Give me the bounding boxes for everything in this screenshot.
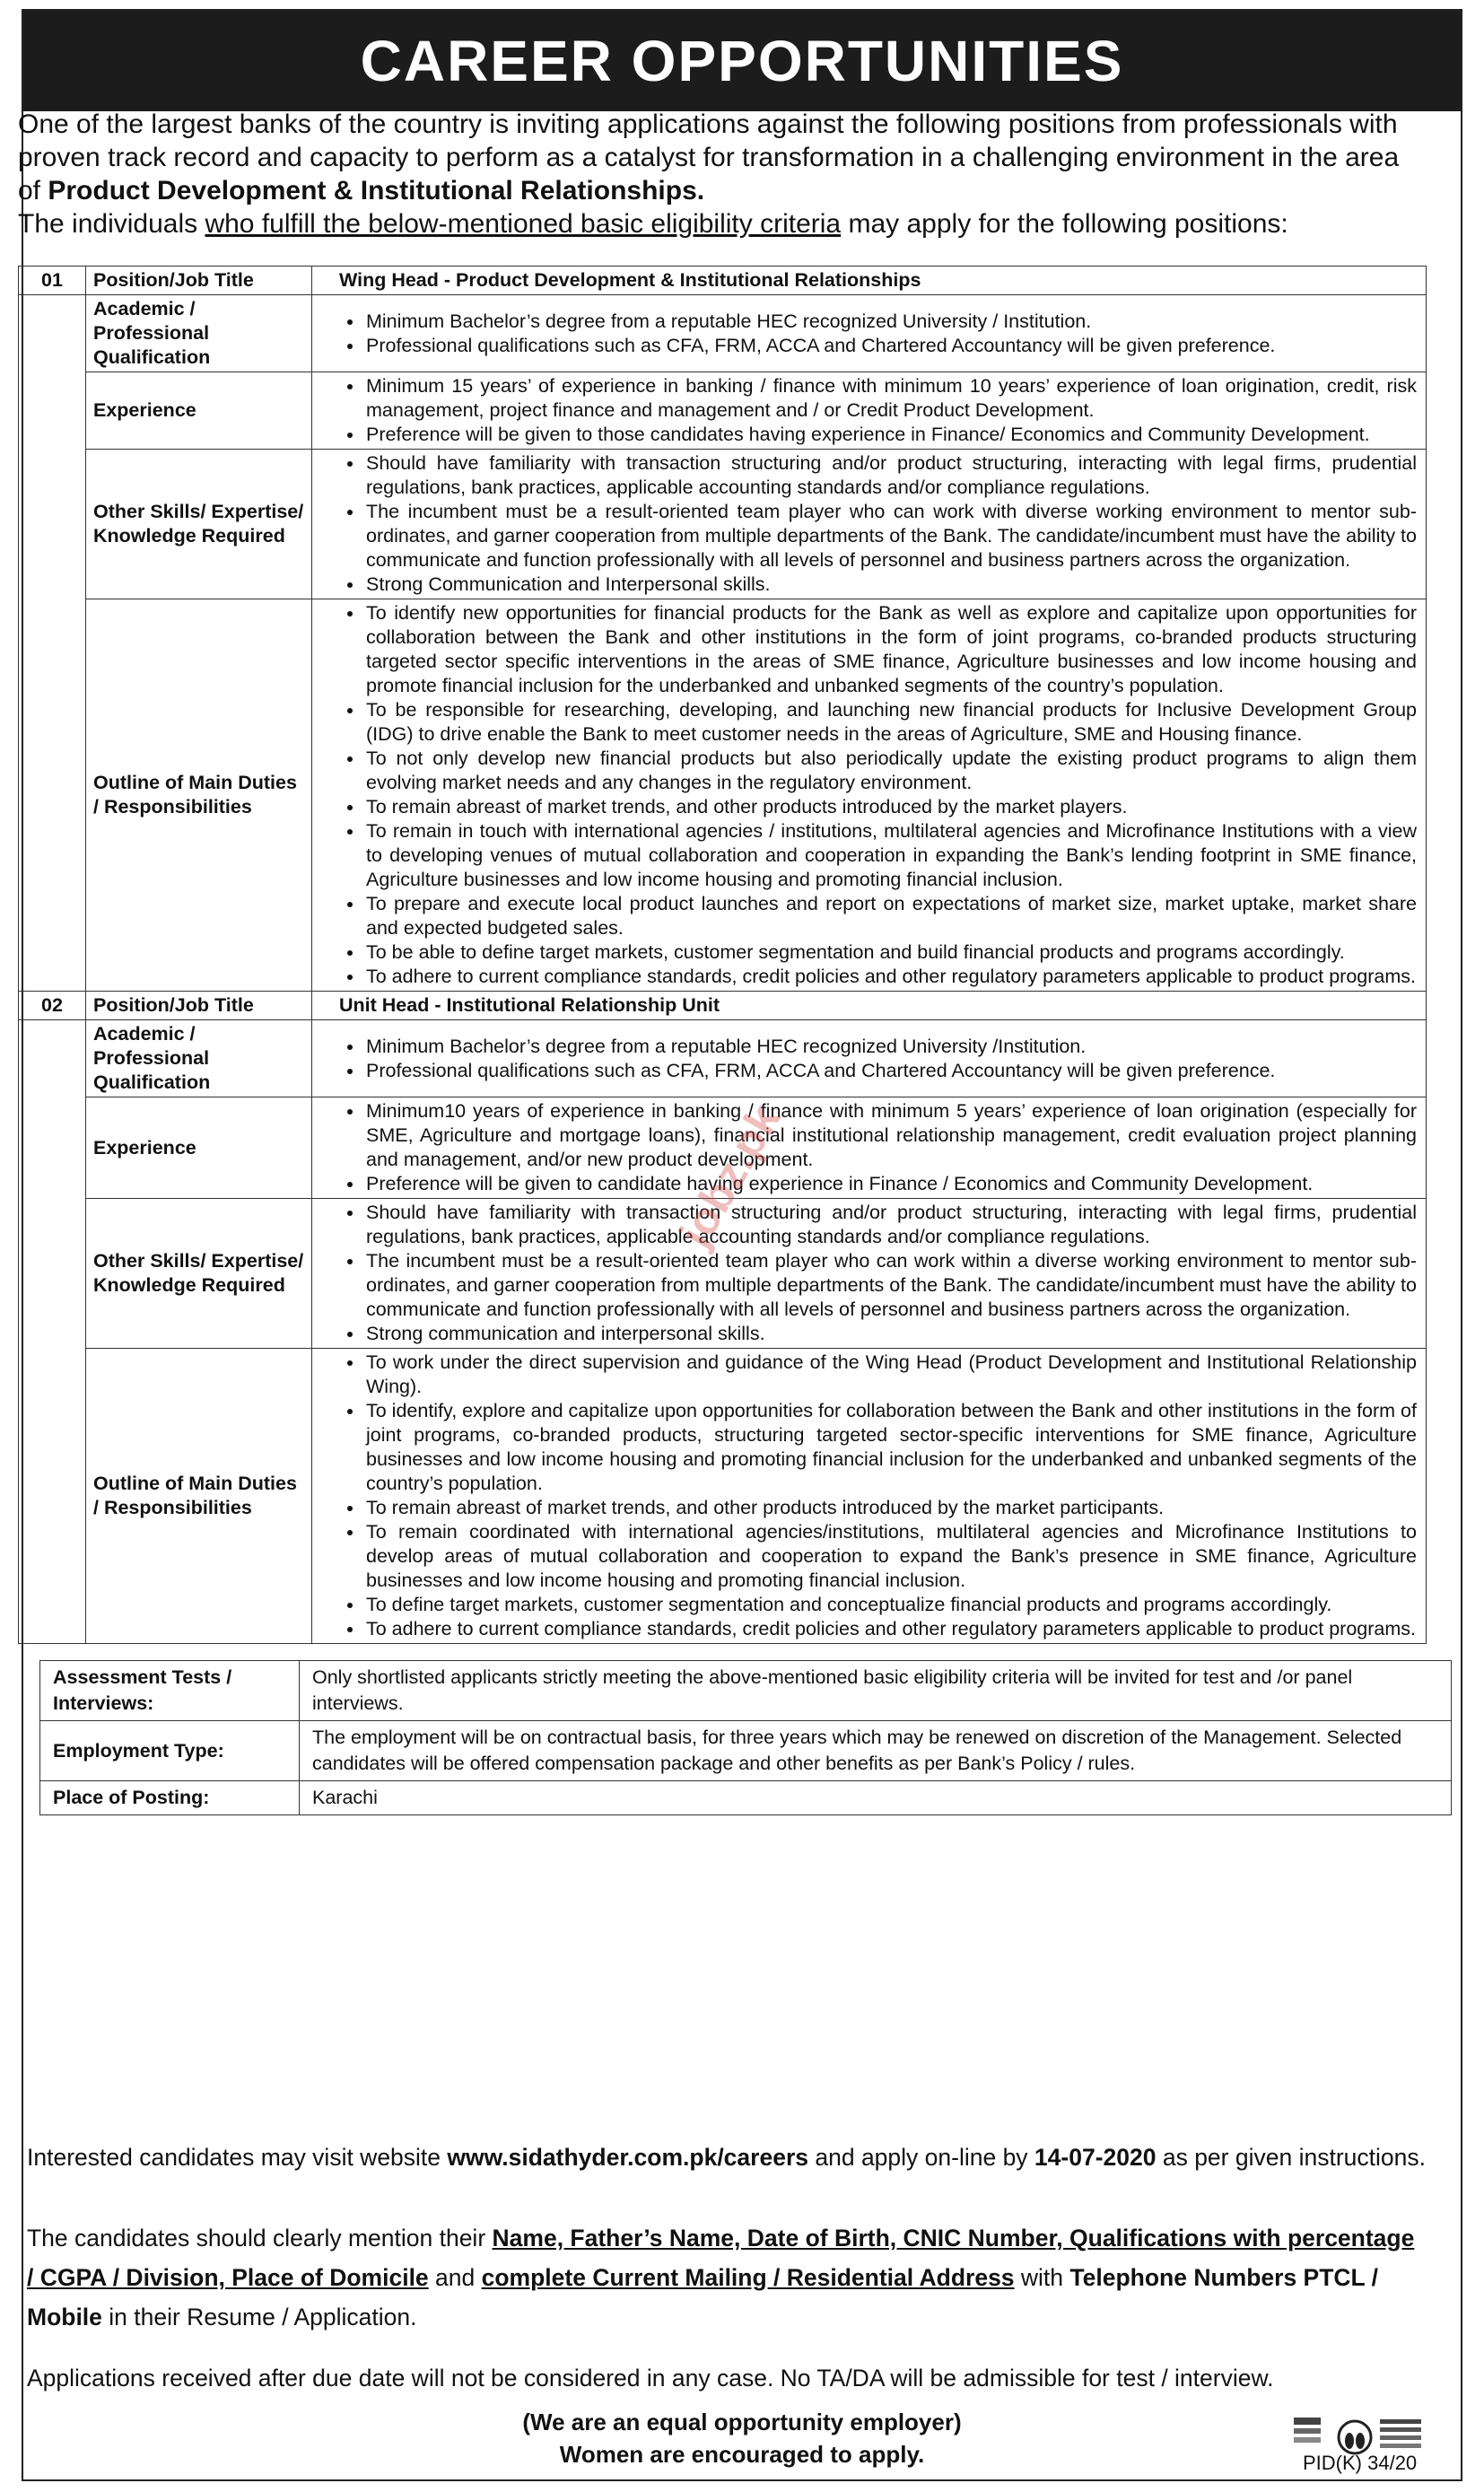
list-item: • To be responsible for researching, developing, and launching new financial products for Inclusive Development Group (IDG) to drive enable the Bank to meet customer needs in the areas of Agriculture, SME and Housing finance. [364, 698, 1417, 747]
position-section-row [19, 1020, 1427, 1097]
positions-table [18, 266, 1427, 1644]
intro-paragraph-1 [18, 108, 1427, 207]
position-section-row [19, 450, 1427, 599]
bullet-list [339, 374, 1417, 447]
terms-value: Only shortlisted applicants strictly meeting the above-mentioned basic eligibility criteria will be invited for test and /or panel interviews. [300, 1661, 1452, 1721]
section-content [312, 295, 1427, 372]
footer-text: as per given instructions. [1156, 2144, 1426, 2171]
terms-value: Karachi [300, 1781, 1452, 1815]
list-item: • To define target markets, customer segmentation and conceptualize financial products and programs accordingly. [364, 1593, 1417, 1617]
bullet-list [339, 1201, 1417, 1346]
section-content [312, 599, 1427, 992]
section-content [312, 372, 1427, 450]
number-spacer [19, 1020, 86, 1644]
section-content [312, 450, 1427, 599]
list-item: • Preference will be given to those candidates having experience in Finance/ Economics and Community Development. [364, 423, 1417, 447]
position-section-row [19, 1349, 1427, 1644]
required-details: Name, Father’s Name, Date of Birth, CNIC Number, Qualifications with percentage / CGPA / Division, Place of Domicile [27, 2225, 1415, 2291]
footer-text: and [428, 2264, 482, 2291]
list-item: • The incumbent must be a result-oriented team player who can work with diverse working environment to mentor sub-ordinates, and garner cooperation from multiple departments of the Bank. The candidate/incumbent must have the ability to communicate and function professionally with all levels of personnel and business partners across the organization. [364, 500, 1417, 573]
deadline-date: 14-07-2020 [1034, 2144, 1157, 2171]
section-label: Academic / Professional Qualification [86, 295, 312, 372]
intro-paragraph-2 [18, 207, 1427, 240]
section-label: Outline of Main Duties / Responsibilities [86, 1349, 312, 1644]
list-item: • To prepare and execute local product launches and report on expectations of market size, market uptake, market share and expected budgeted sales. [364, 892, 1417, 940]
terms-row [40, 1661, 1452, 1721]
page-title: CAREER OPPORTUNITIES [23, 11, 1461, 111]
apply-instructions [27, 2138, 1427, 2177]
position-section-row [19, 295, 1427, 372]
section-label: Experience [86, 372, 312, 450]
position-header-row [19, 992, 1427, 1020]
position-section-row [19, 1199, 1427, 1349]
bullet-list [339, 601, 1417, 989]
section-content [312, 1020, 1427, 1097]
position-title-label: Position/Job Title [86, 992, 312, 1020]
pid-number: PID(K) 34/20 [1303, 2452, 1418, 2474]
list-item: • Strong communication and interpersonal skills. [364, 1322, 1417, 1346]
footer-text: and apply on-line by [808, 2144, 1034, 2171]
footer-text: with [1014, 2264, 1070, 2291]
footer-text: in their Resume / Application. [101, 2304, 417, 2330]
position-section-row [19, 1097, 1427, 1199]
terms-label: Employment Type: [40, 1721, 300, 1781]
bullet-list [339, 310, 1417, 358]
intro-text [18, 108, 1427, 240]
position-number: 01 [19, 267, 86, 295]
list-item: • To identify new opportunities for financial products for the Bank as well as explore and capitalize upon opportunities for collaboration between the Bank and other institutions in the form of joint programs, co-branded products structuring targeted sector specific interventions in the areas of SME finance, Agriculture businesses and low income housing and promote financial inclusion for the underbanked and unbanked segments of the country’s population. [364, 601, 1417, 698]
list-item: • To remain abreast of market trends, and other products introduced by the market players. [364, 795, 1417, 819]
required-phone: Telephone Numbers PTCL / Mobile [27, 2264, 1378, 2330]
list-item: • To remain abreast of market trends, and other products introduced by the market participants. [364, 1496, 1417, 1520]
list-item: • Minimum 15 years’ of experience in banking / finance with minimum 10 years’ experience of loan origination, credit, risk management, project finance and management and / or Credit Product Development. [364, 374, 1417, 423]
mention-details [27, 2218, 1427, 2337]
position-title: Unit Head - Institutional Relationship Unit [312, 992, 1427, 1020]
position-header-row [19, 267, 1427, 295]
terms-label: Place of Posting: [40, 1781, 300, 1815]
list-item: • Should have familiarity with transaction structuring and/or product structuring, interacting with legal firms, prudential regulations, bank practices, applicable accounting standards and/or compliance regulations. [364, 1201, 1417, 1249]
list-item: • Minimum10 years of experience in banking / finance with minimum 5 years’ experience of loan origination (especially for SME, Agriculture and mortgage loans), financial institutional relationship management, credit evaluation project planning and management, and/or new product development. [364, 1099, 1417, 1172]
number-spacer [19, 295, 86, 992]
list-item: • To adhere to current compliance standards, credit policies and other regulatory parameters applicable to product programs. [364, 1617, 1417, 1641]
list-item: • To be able to define target markets, customer segmentation and build financial products and programs accordingly. [364, 940, 1417, 965]
list-item: • Professional qualifications such as CFA, FRM, ACCA and Chartered Accountancy will be given preference. [364, 1059, 1417, 1083]
intro-bold-area: Product Development & Institutional Relationships. [48, 176, 705, 205]
list-item: • To remain in touch with international agencies / institutions, multilateral agencies and Microfinance Institutions with a view to developing venues of mutual collaboration and cooperation in expanding the Bank’s lending footprint in SME finance, Agriculture businesses and low income housing and promoting financial inclusion. [364, 819, 1417, 892]
equal-opportunity-note: (We are an equal opportunity employer) [522, 2409, 962, 2435]
list-item: • To identify, explore and capitalize upon opportunities for collaboration between the Bank and other institutions in the form of joint programs, co-branded products, structuring targeted sector-specific interventions for SME finance, Agriculture businesses and low income housing and promoting financial inclusion for the underbanked and unbanked segments of the country’s population. [364, 1399, 1417, 1496]
terms-label: Assessment Tests / Interviews: [40, 1661, 300, 1721]
watermark: jobz.pk [668, 1096, 790, 1255]
list-item: • To remain coordinated with international agencies/institutions, multilateral agencies and Microfinance Institutions to develop areas of mutual collaboration and cooperation to expand the Bank’s presence in SME finance, Agriculture businesses and low income housing and promoting financial inclusion. [364, 1520, 1417, 1593]
intro-text-part: The individuals [18, 209, 205, 239]
terms-value: The employment will be on contractual basis, for three years which may be renewed on discretion of the Management. Selected candidates will be offered compensation package and other benefits as per Bank’s Policy / rules. [300, 1721, 1452, 1781]
footer-text: The candidates should clearly mention their [27, 2225, 493, 2252]
list-item: • Strong Communication and Interpersonal skills. [364, 573, 1417, 597]
position-number: 02 [19, 992, 86, 1020]
terms-table [39, 1660, 1452, 1815]
list-item: • To work under the direct supervision and guidance of the Wing Head (Product Development and Institutional Relationship Wing). [364, 1351, 1417, 1399]
position-title-label: Position/Job Title [86, 267, 312, 295]
terms-row [40, 1721, 1452, 1781]
intro-text-part: may apply for the following positions: [841, 209, 1288, 239]
position-title: Wing Head - Product Development & Institutional Relationships [312, 267, 1427, 295]
list-item: • Professional qualifications such as CFA, FRM, ACCA and Chartered Accountancy will be given preference. [364, 334, 1417, 358]
bullet-list [339, 1035, 1417, 1083]
section-label: Academic / Professional Qualification [86, 1020, 312, 1097]
position-section-row [19, 599, 1427, 992]
footer-text: Interested candidates may visit website [27, 2144, 448, 2171]
eligibility-underlined: who fulfill the below-mentioned basic eligibility criteria [205, 209, 842, 239]
section-content [312, 1199, 1427, 1349]
list-item: • Minimum Bachelor’s degree from a reputable HEC recognized University /Institution. [364, 1035, 1417, 1059]
women-encouraged-note: Women are encouraged to apply. [559, 2441, 925, 2468]
section-label: Outline of Main Duties / Responsibilities [86, 599, 312, 992]
careers-website-link[interactable]: www.sidathyder.com.pk/careers [447, 2144, 808, 2171]
list-item: • The incumbent must be a result-oriented team player who can work within a diverse working environment to mentor sub-ordinates, and garner cooperation from multiple departments of the Bank. The candidate/incumbent must have the ability to communicate and function professionally with all levels of personnel and business partners across the organization. [364, 1249, 1417, 1322]
section-label: Other Skills/ Expertise/ Knowledge Required [86, 450, 312, 599]
list-item: • Should have familiarity with transaction structuring and/or product structuring, interacting with legal firms, prudential regulations, bank practices, applicable accounting standards and/or compliance regulations. [364, 451, 1417, 500]
section-content [312, 1349, 1427, 1644]
bullet-list [339, 1351, 1417, 1641]
section-label: Other Skills/ Expertise/ Knowledge Required [86, 1199, 312, 1349]
list-item: • To not only develop new financial products but also periodically update the existing product programs to align them evolving market needs and any changes in the regulatory environment. [364, 747, 1417, 795]
list-item: • To adhere to current compliance standards, credit policies and other regulatory parameters applicable to product programs. [364, 965, 1417, 989]
list-item: • Minimum Bachelor’s degree from a reputable HEC recognized University / Institution. [364, 310, 1417, 334]
position-section-row [19, 372, 1427, 450]
bullet-list [339, 1099, 1417, 1196]
late-notice: Applications received after due date will not be considered in any case. No TA/DA will be admissible for test / interview. [27, 2365, 1274, 2391]
terms-row [40, 1781, 1452, 1815]
required-address: complete Current Mailing / Residential Address [481, 2264, 1015, 2291]
section-label: Experience [86, 1097, 312, 1199]
bullet-list [339, 451, 1417, 597]
section-content [312, 1097, 1427, 1199]
list-item: • Preference will be given to candidate having experience in Finance / Economics and Community Development. [364, 1172, 1417, 1196]
intro-text-part: One of the largest banks of the country is inviting applications against the following positions from professionals with proven track record and capacity to perform as a catalyst for transformation in a challenging environment in the area of [18, 109, 1400, 205]
